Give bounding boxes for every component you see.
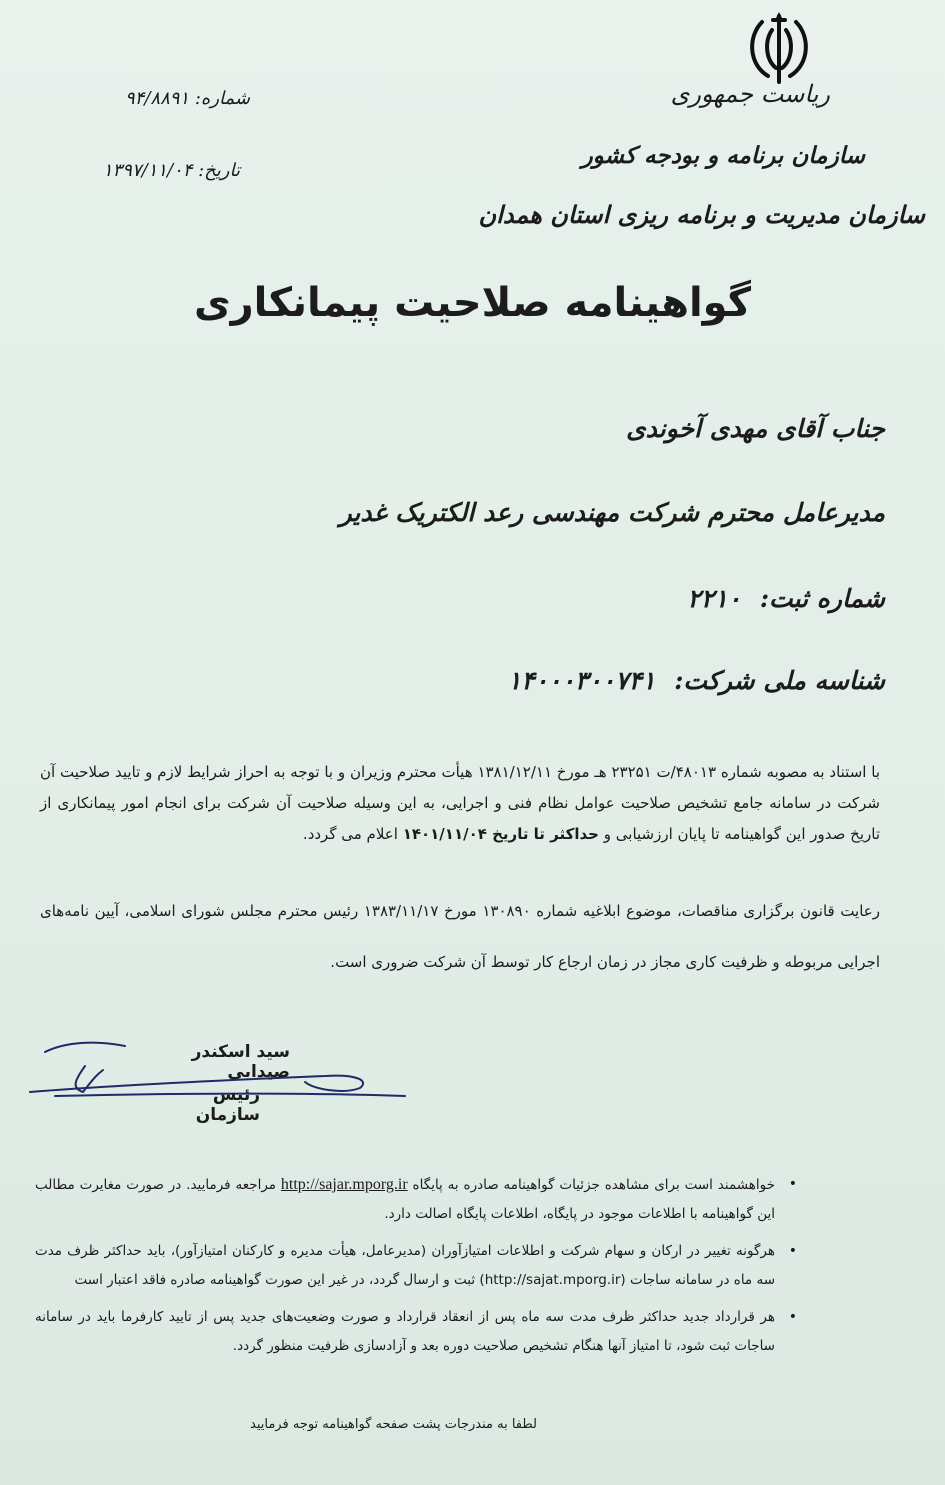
signatory-role: رئیس سازمان (195, 1085, 260, 1125)
header-line-presidency: ریاست جمهوری (670, 80, 830, 108)
ref-date-label: تاریخ: (198, 160, 240, 181)
national-id (508, 666, 885, 695)
sajar-link[interactable]: http://sajar.mporg.ir (280, 1176, 408, 1193)
header-line-planning-org: سازمان برنامه و بودجه کشور (581, 142, 865, 169)
signatory-name: سید اسکندر صیدایی (191, 1042, 290, 1082)
registration-label: شماره ثبت: (759, 584, 885, 613)
iran-emblem-icon (740, 10, 818, 90)
national-id-label: شناسه ملی شرکت: (674, 666, 885, 695)
header-line-provincial-org: سازمان مدیریت و برنامه ریزی استان همدان (478, 200, 925, 229)
note-item (35, 1303, 797, 1361)
note-1-text: خواهشمند است برای مشاهده جزئیات گواهینامه صادره به پایگاه (412, 1177, 775, 1193)
note-3-text: هر قرارداد جدید حداکثر ظرف مدت سه ماه پس از انعقاد قرارداد و صورت وضعیت‌های جدید پس از تایید کارفرما باید در سامانه ساجات ثبت شود، تا امتیاز آنها هنگام تشخیص صلاحیت دوره بعد و آزادسازی ظرفیت منظور گردد. (35, 1309, 775, 1354)
note-item (35, 1170, 797, 1229)
notes-list (35, 1170, 797, 1361)
body-paragraph-1 (40, 757, 880, 850)
footer-text: لطفا به مندرجات پشت صفحه گواهینامه توجه فرمایید (250, 1417, 537, 1432)
note-1-text-end: مراجعه فرمایید. در صورت مغایرت مطالب این گواهینامه با اطلاعات موجود در پایگاه، اطلاعات پایگاه اصالت دارد. (35, 1177, 775, 1222)
note-item (35, 1237, 797, 1295)
ref-number-label: شماره: (194, 88, 250, 109)
note-2-text: هرگونه تغییر در ارکان و سهام شرکت و اطلاعات امتیازآوران (مدیرعامل، هیأت مدیره و کارکنان امتیازآور)، باید حداکثر ظرف مدت سه ماه در سامانه ساجات (http://sajat.mporg.ir) ثبت و ارسال گردد، در غیر این صورت گواهینامه صادره فاقد اعتبار است (35, 1243, 775, 1288)
ref-number (100, 88, 250, 109)
registration-value: ۲۲۱۰ (687, 584, 742, 613)
body-paragraph-2: رعایت قانون برگزاری مناقصات، موضوع ابلاغیه شماره ۱۳۰۸۹۰ مورخ ۱۳۸۳/۱۱/۱۷ رئیس محترم مجلس شورای اسلامی، آیین نامه‌های اجرایی مربوطه و ظرفیت کاری مجاز در زمان ارجاع کار توسط آن شرکت ضروری است. (40, 902, 880, 971)
body-p1-end: اعلام می گردد. (302, 825, 398, 843)
bullet: • (788, 1243, 797, 1259)
bullet: • (788, 1176, 797, 1192)
national-id-value: ۱۴۰۰۰۳۰۰۷۴۱ (507, 666, 656, 695)
ref-number-value: ۹۴/۸۸۹۱ (125, 88, 190, 109)
bullet: • (788, 1309, 797, 1325)
validity-date: حداکثر تا تاریخ ۱۴۰۱/۱۱/۰۴ (402, 825, 599, 843)
registration-number (687, 584, 885, 613)
ref-date-value: ۱۳۹۷/۱۱/۰۴ (102, 160, 193, 181)
body-p1-text: با استناد به مصوبه شماره ۴۸۰۱۳/ت ۲۳۲۵۱ هـ مورخ ۱۳۸۱/۱۲/۱۱ هیأت محترم وزیران و با توجه به احراز شرایط لازم و تایید صلاحیت آن شرکت در سامانه جامع تشخیص صلاحیت عوامل نظام فنی و اجرایی، به این وسیله صلاحیت آن شرکت برای انجام امور پیمانکاری از تاریخ صدور این گواهینامه تا پایان ارزشیابی و (40, 763, 880, 843)
addressee-name: جناب آقای مهدی آخوندی (626, 414, 885, 443)
document-title: گواهینامه صلاحیت پیمانکاری (193, 280, 752, 326)
ref-date (70, 160, 240, 181)
addressee-company: مدیرعامل محترم شرکت مهندسی رعد الکتریک غدیر (339, 498, 885, 527)
